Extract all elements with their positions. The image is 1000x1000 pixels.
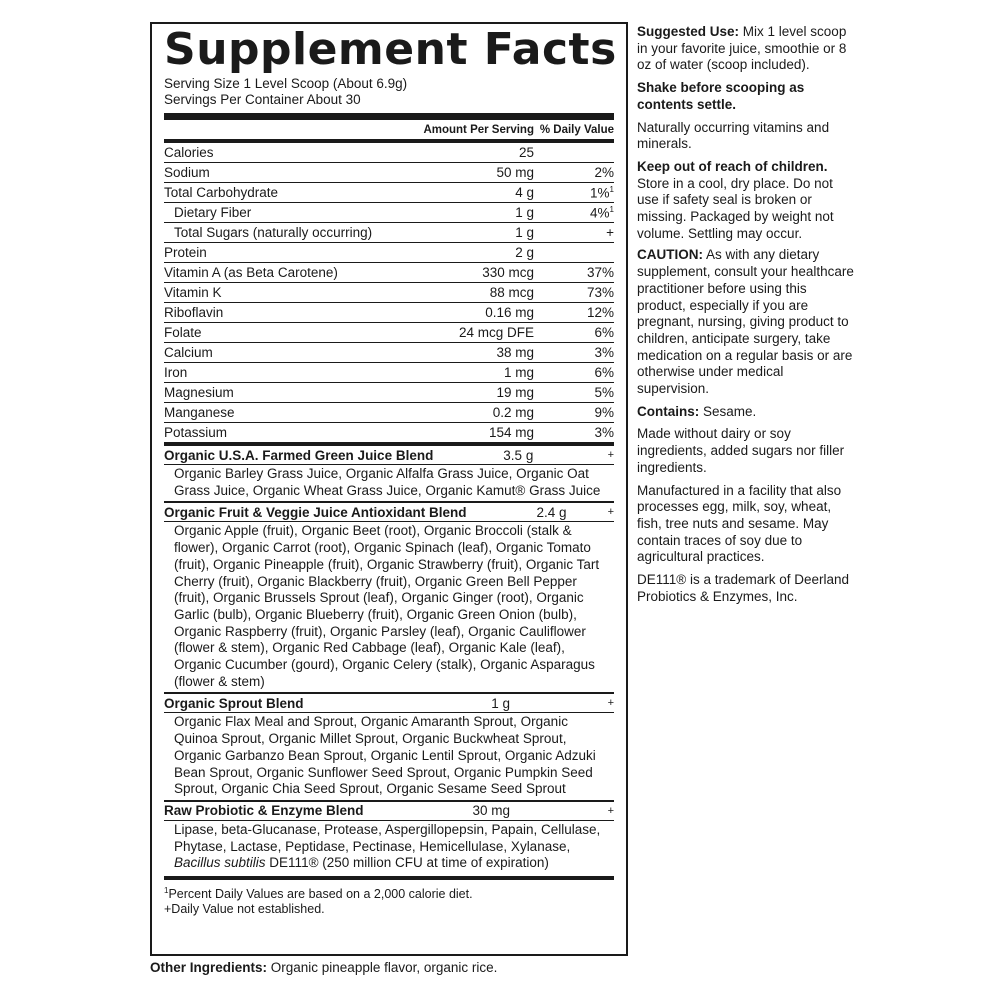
dv-header: % Daily Value	[539, 123, 614, 136]
nutrient-dv: 6%	[594, 365, 614, 380]
other-ingredients-label: Other Ingredients:	[150, 960, 268, 975]
caution-note: CAUTION: As with any dietary supplement, consult your healthcare practitioner before using this product, especially if you are pregnant, nursing, giving product to children, anticipate surgery, take medication on a regular basis or are otherwise under medical supervision.	[637, 247, 854, 397]
nutrient-dv: 2%	[594, 165, 614, 180]
serving-size: Serving Size 1 Level Scoop (About 6.9g)	[164, 76, 408, 91]
blend-name: Organic Fruit & Veggie Juice Antioxidant Blend	[164, 504, 467, 520]
blend-amount: 3.5 g	[503, 447, 534, 463]
nutrient-name: Magnesium	[164, 385, 234, 400]
other-ingredients-text: Organic pineapple flavor, organic rice.	[267, 960, 498, 975]
footnote-plus: +Daily Value not established.	[164, 902, 325, 917]
nutrient-amount: 38 mg	[496, 345, 534, 360]
nutrient-amount: 2 g	[515, 245, 534, 260]
servings-per-container: Servings Per Container About 30	[164, 92, 361, 107]
nutrient-dv: 1%$^1$	[590, 184, 614, 201]
blend-header	[164, 501, 614, 521]
nutrient-name: Total Sugars (naturally occurring)	[174, 225, 373, 240]
nutrient-name: Calories	[164, 145, 214, 160]
nutrient-row	[164, 242, 614, 262]
nutrient-name: Total Carbohydrate	[164, 185, 279, 200]
nutrient-dv: 12%	[586, 305, 614, 320]
nutrient-name: Folate	[164, 325, 202, 340]
other-ingredients	[150, 960, 497, 975]
blend-amount: 1 g	[491, 695, 510, 711]
nutrient-row	[164, 262, 614, 282]
nutrient-row	[164, 282, 614, 302]
nutrient-row	[164, 342, 614, 362]
contains-note: Contains: Sesame.	[637, 403, 757, 419]
shake-note: Shake before scooping as contents settle.	[637, 80, 805, 112]
nutrient-amount: 4 g	[515, 185, 534, 200]
nutrient-row	[164, 402, 614, 422]
facility-note: Manufactured in a facility that also processes egg, milk, soy, wheat, fish, tree nuts and sesame. May contain traces of soy due to agricultural practices.	[637, 482, 842, 565]
blend-dv: +	[607, 804, 614, 817]
blend-amount: 2.4 g	[536, 504, 567, 520]
nutrient-row	[164, 162, 614, 182]
nutrient-dv: 37%	[586, 265, 614, 280]
footnotes	[164, 880, 614, 917]
nutrient-row	[164, 322, 614, 342]
nutrient-dv: 73%	[586, 285, 614, 300]
nutrient-dv: 9%	[594, 405, 614, 420]
nutrient-name: Potassium	[164, 425, 228, 440]
column-header	[164, 120, 614, 139]
nutrient-name: Manganese	[164, 405, 235, 420]
nutrient-name: Riboflavin	[164, 305, 224, 320]
blend-name: Raw Probiotic & Enzyme Blend	[164, 803, 364, 819]
nutrient-row	[164, 143, 614, 162]
nutrient-row	[164, 182, 614, 202]
panel-title: Supplement Facts	[164, 24, 617, 75]
blend-ingredients: Lipase, beta-Glucanase, Protease, Aspergillopepsin, Papain, Cellulase, Phytase, Lactase, Peptidase, Pectinase, Hemicellulase, Xylanase, Bacillus subtilis DE111® (250 million CFU at time of expiration)	[164, 820, 614, 874]
nutrient-dv: 3%	[594, 345, 614, 360]
nutrient-dv: 4%$^1$	[590, 204, 614, 221]
blend-name: Organic U.S.A. Farmed Green Juice Blend	[164, 447, 434, 463]
trademark-note: DE111® is a trademark of Deerland Probiotics & Enzymes, Inc.	[637, 572, 850, 604]
nutrient-dv: 3%	[594, 425, 614, 440]
blend-dv: +	[607, 697, 614, 710]
nutrient-dv: 5%	[594, 385, 614, 400]
nutrient-amount: 25	[518, 145, 534, 160]
nutrient-row	[164, 422, 614, 442]
blend-ingredients: Organic Apple (fruit), Organic Beet (root), Organic Broccoli (stalk & flower), Organic Carrot (root), Organic Spinach (leaf), Organic Tomato (fruit), Organic Pineapple (fruit), Organic Strawberry (fruit), Organic Tart Cherry (fruit), Organic Blackberry (fruit), Organic Green Bell Pepper (fruit), Organic Brussels Sprout (leaf), Organic Ginger (root), Organic Garlic (bulb), Organic Blueberry (fruit), Organic Green Onion (bulb), Organic Raspberry (fruit), Organic Parsley (leaf), Organic Cauliflower (flower & stem), Organic Red Cabbage (leaf), Organic Kale (leaf), Organic Cucumber (gourd), Organic Celery (stalk), Organic Asparagus (flower & stem)	[164, 521, 614, 692]
nutrient-amount: 1 mg	[503, 365, 534, 380]
nutrient-row	[164, 202, 614, 222]
amount-header: Amount Per Serving	[423, 123, 534, 136]
blend-name: Organic Sprout Blend	[164, 695, 304, 711]
nutrient-name: Iron	[164, 365, 188, 380]
blend-header	[164, 692, 614, 712]
made-without-note: Made without dairy or soy ingredients, added sugars nor filler ingredients.	[637, 426, 845, 475]
nutrient-row	[164, 382, 614, 402]
footnote-dv: $^1$Percent Daily Values are based on a 2,000 calorie diet.	[164, 886, 473, 902]
nutrient-amount: 0.2 mg	[492, 405, 534, 420]
thick-rule	[164, 113, 614, 120]
blend-dv: +	[607, 506, 614, 519]
blend-header	[164, 800, 614, 820]
nutrient-name: Dietary Fiber	[174, 205, 252, 220]
nutrient-amount: 330 mcg	[482, 265, 534, 280]
nutrient-amount: 154 mg	[488, 425, 534, 440]
nutrient-amount: 24 mcg DFE	[458, 325, 534, 340]
nutrient-amount: 0.16 mg	[485, 305, 534, 320]
nutrient-amount: 1 g	[515, 205, 534, 220]
nutrient-row	[164, 222, 614, 242]
blend-header	[164, 446, 614, 464]
nutrient-table	[164, 143, 614, 442]
blend-ingredients: Organic Flax Meal and Sprout, Organic Amaranth Sprout, Organic Quinoa Sprout, Organic Millet Sprout, Organic Buckwheat Sprout, Organic Garbanzo Bean Sprout, Organic Lentil Sprout, Organic Adzuki Bean Sprout, Organic Sunflower Seed Sprout, Organic Pumpkin Seed Sprout, Organic Chia Seed Sprout, Organic Sesame Seed Sprout	[164, 712, 614, 800]
nutrient-row	[164, 362, 614, 382]
nutrient-dv: 6%	[594, 325, 614, 340]
nutrient-name: Vitamin A (as Beta Carotene)	[164, 265, 338, 280]
nutrient-name: Vitamin K	[164, 285, 222, 300]
nutrient-dv: +	[606, 225, 614, 240]
blend-ingredients: Organic Barley Grass Juice, Organic Alfalfa Grass Juice, Organic Oat Grass Juice, Organic Wheat Grass Juice, Organic Kamut® Grass Juice	[164, 464, 614, 501]
suggested-use: Suggested Use: Mix 1 level scoop in your favorite juice, smoothie or 8 oz of water (scoop included).	[637, 24, 847, 73]
nutrient-name: Protein	[164, 245, 207, 260]
nutrient-name: Sodium	[164, 165, 210, 180]
nutrient-row	[164, 302, 614, 322]
blend-dv: +	[607, 449, 614, 461]
supplement-facts-panel	[150, 22, 628, 956]
nutrient-amount: 88 mcg	[489, 285, 534, 300]
blend-amount: 30 mg	[472, 803, 510, 819]
keep-out-note: Keep out of reach of children. Store in a cool, dry place. Do not use if safety seal is broken or missing. Packaged by weight not volume. Settling may occur.	[637, 158, 834, 241]
nutrient-amount: 50 mg	[496, 165, 534, 180]
nutrient-amount: 1 g	[515, 225, 534, 240]
blend-list	[164, 446, 614, 874]
natural-note: Naturally occurring vitamins and minerals.	[637, 119, 830, 152]
nutrient-name: Calcium	[164, 345, 213, 360]
side-panel	[637, 24, 855, 612]
nutrient-amount: 19 mg	[496, 385, 534, 400]
